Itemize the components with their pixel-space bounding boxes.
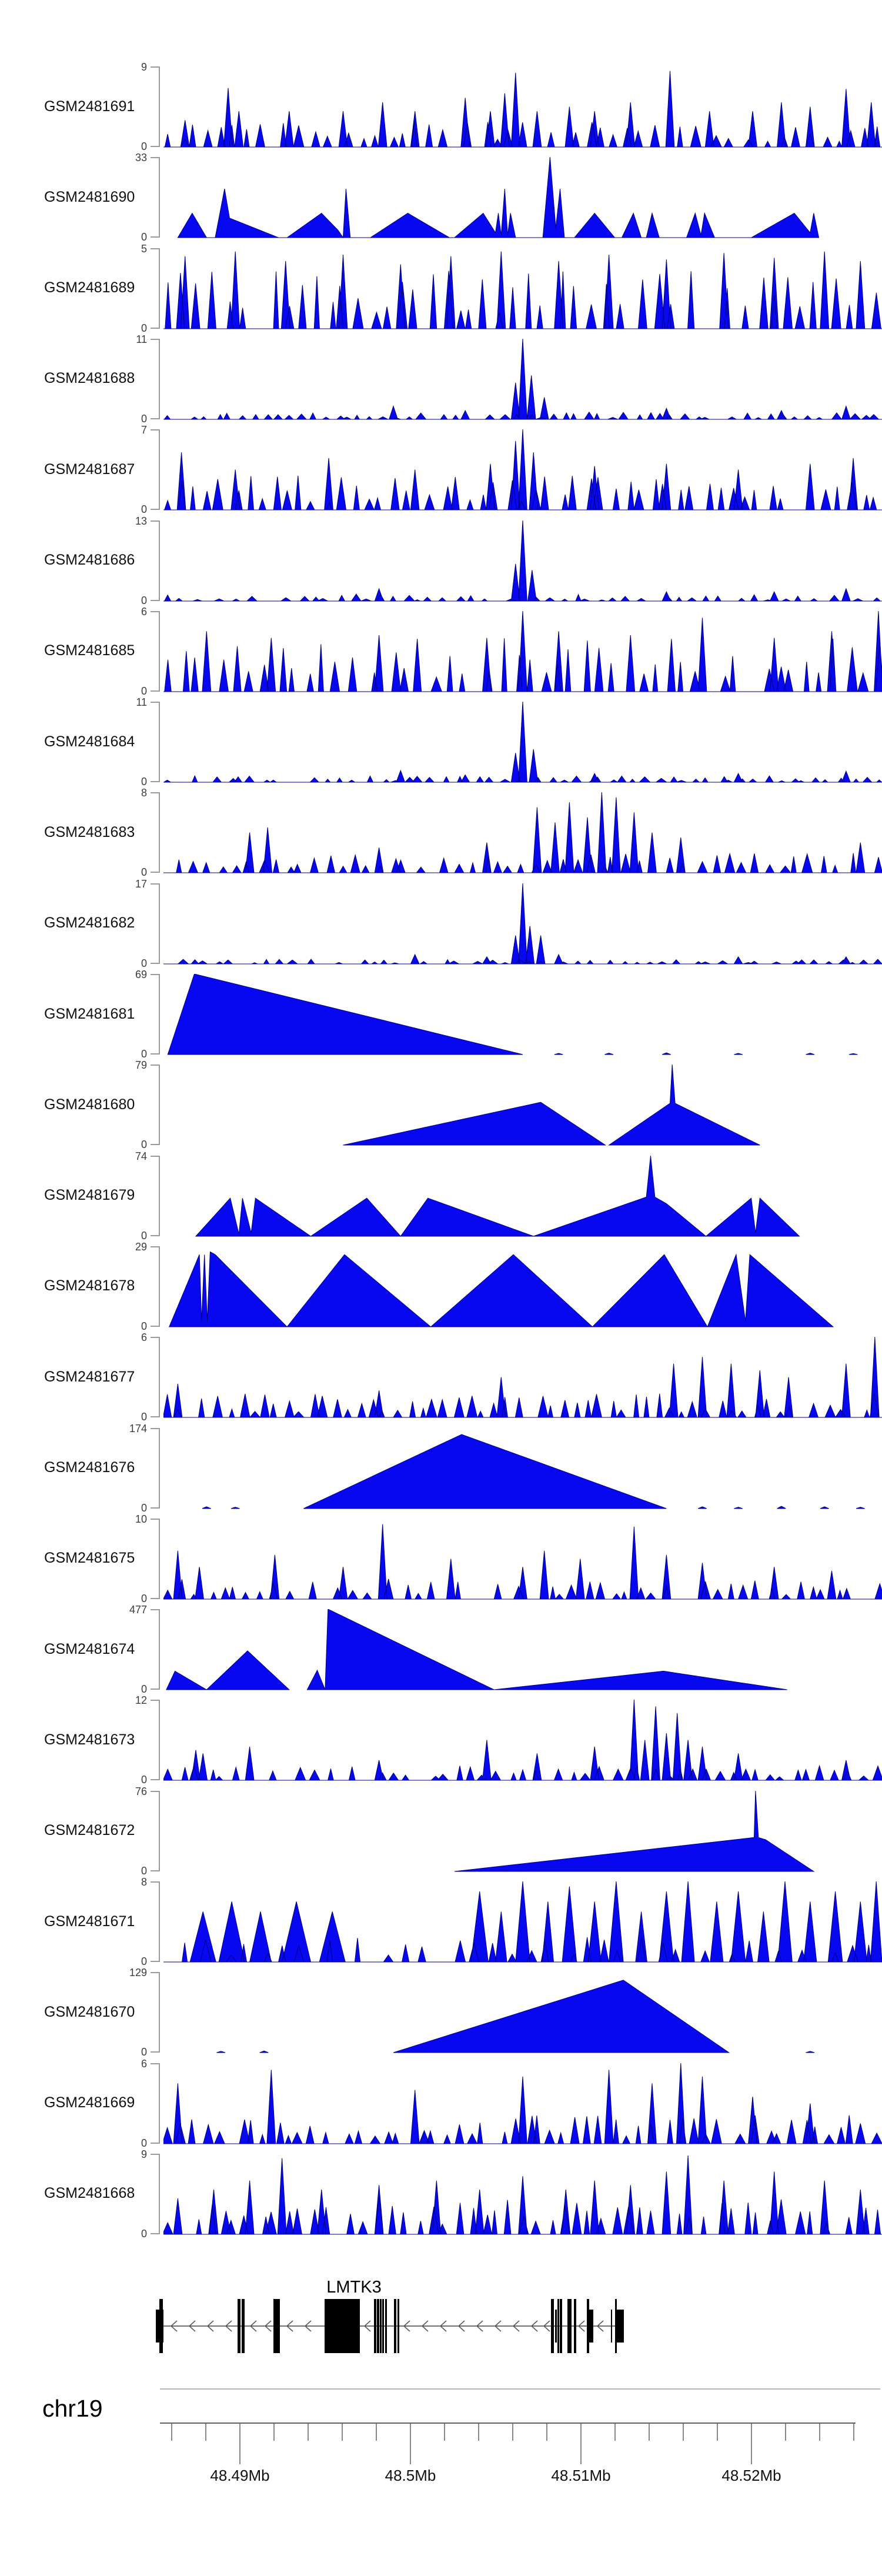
gene-model-track	[0, 2270, 882, 2373]
track-label: GSM2481690	[44, 188, 135, 205]
y-axis-line	[159, 1519, 160, 1599]
y-axis-max-label: 9	[141, 2148, 147, 2160]
track-label: GSM2481680	[44, 1096, 135, 1113]
gene-name-label: LMTK3	[326, 2278, 382, 2297]
track-row	[0, 515, 882, 606]
exon-box	[560, 2299, 562, 2353]
y-axis-top-tick	[151, 1700, 160, 1701]
y-axis-max-label: 11	[136, 696, 147, 709]
y-axis-max-label: 6	[141, 605, 147, 618]
exon-box	[377, 2299, 379, 2353]
track-label: GSM2481674	[44, 1640, 135, 1657]
coverage-polygon	[163, 1337, 882, 1418]
exon-box	[615, 2299, 617, 2353]
exon-box	[557, 2299, 559, 2353]
track-row	[0, 424, 882, 516]
y-axis-zero-label: 0	[141, 1501, 147, 1514]
coverage-polygon	[163, 1609, 882, 1690]
coverage-polygon	[163, 1519, 882, 1600]
y-axis-line	[159, 2154, 160, 2234]
y-axis-zero-label: 0	[141, 322, 147, 334]
y-axis-line	[159, 1428, 160, 1509]
y-axis-line	[159, 339, 160, 419]
track-label: GSM2481689	[44, 279, 135, 296]
coverage-polygon	[163, 2063, 882, 2144]
y-axis-max-label: 8	[141, 1876, 147, 1888]
coverage-polygon	[163, 339, 882, 420]
coverage-polygon	[163, 1156, 882, 1237]
y-axis-bottom-tick	[151, 1961, 160, 1962]
coverage-polygon	[163, 883, 882, 965]
y-axis-zero-label: 0	[141, 412, 147, 425]
track-label: GSM2481668	[44, 2185, 135, 2202]
track-row	[0, 1422, 882, 1514]
y-axis-top-tick	[151, 1246, 160, 1247]
exon-box	[325, 2299, 360, 2353]
exon-box	[397, 2299, 399, 2353]
y-axis-line	[159, 1791, 160, 1871]
coverage-polygon	[163, 1428, 882, 1509]
y-axis-line	[159, 1609, 160, 1690]
coverage-polygon	[163, 1972, 882, 2053]
y-axis-line	[159, 974, 160, 1055]
y-axis-line	[159, 611, 160, 692]
y-axis-max-label: 6	[141, 2057, 147, 2070]
y-axis-max-label: 5	[141, 242, 147, 255]
coverage-polygon	[163, 1791, 882, 1872]
track-row	[0, 1785, 882, 1877]
y-axis-max-label: 69	[135, 969, 147, 980]
track-label: GSM2481670	[44, 2003, 135, 2020]
y-axis-bottom-tick	[151, 1144, 160, 1145]
y-axis-max-label: 11	[136, 333, 147, 345]
y-axis-line	[159, 157, 160, 238]
y-axis-top-tick	[151, 1972, 160, 1973]
y-axis-zero-label: 0	[141, 1320, 147, 1332]
y-axis-top-tick	[151, 1791, 160, 1792]
track-label: GSM2481681	[44, 1005, 135, 1022]
y-axis-max-label: 477	[129, 1604, 147, 1616]
exon-box	[394, 2299, 396, 2353]
y-axis-zero-label: 0	[141, 1229, 147, 1242]
y-axis-line	[159, 1156, 160, 1236]
exon-box	[385, 2299, 387, 2353]
y-axis-zero-label: 0	[141, 685, 147, 697]
y-axis-line	[159, 520, 160, 601]
exon-box	[555, 2310, 557, 2343]
track-label: GSM2481691	[44, 98, 135, 115]
y-axis-top-tick	[151, 1881, 160, 1883]
y-axis-bottom-tick	[151, 1416, 160, 1417]
y-axis-top-tick	[151, 883, 160, 885]
track-row	[0, 242, 882, 334]
y-axis-top-tick	[151, 1337, 160, 1338]
y-axis-max-label: 74	[135, 1150, 147, 1162]
exon-box	[238, 2299, 240, 2353]
y-axis-max-label: 6	[141, 1332, 147, 1344]
y-axis-top-tick	[151, 1065, 160, 1066]
y-axis-bottom-tick	[151, 236, 160, 238]
coverage-polygon	[163, 974, 882, 1055]
y-axis-top-tick	[151, 248, 160, 249]
y-axis-zero-label: 0	[141, 1048, 147, 1060]
exon-box	[382, 2299, 384, 2353]
y-axis-top-tick	[151, 520, 160, 522]
y-axis-top-tick	[151, 157, 160, 158]
coverage-polygon	[163, 1246, 882, 1327]
y-axis-bottom-tick	[151, 2051, 160, 2053]
y-axis-line	[159, 2063, 160, 2144]
y-axis-line	[159, 1881, 160, 1962]
y-axis-bottom-tick	[151, 872, 160, 873]
y-axis-line	[159, 702, 160, 782]
track-row	[0, 333, 882, 425]
y-axis-bottom-tick	[151, 1326, 160, 1327]
exon-box	[567, 2299, 572, 2353]
y-axis-zero-label: 0	[141, 1683, 147, 1696]
exon-box	[574, 2299, 576, 2353]
y-axis-max-label: 7	[141, 424, 147, 436]
coverage-polygon	[163, 611, 882, 692]
y-axis-line	[159, 1972, 160, 2053]
coverage-polygon	[163, 1700, 882, 1781]
y-axis-top-tick	[151, 702, 160, 703]
coverage-polygon	[163, 520, 882, 602]
track-row	[0, 877, 882, 969]
track-label: GSM2481677	[44, 1368, 135, 1385]
coverage-polygon	[163, 702, 882, 783]
genome-axis-ruler	[0, 2376, 882, 2505]
exon-box	[611, 2310, 612, 2343]
y-axis-line	[159, 66, 160, 147]
y-axis-zero-label: 0	[141, 231, 147, 243]
y-axis-bottom-tick	[151, 1053, 160, 1055]
track-row	[0, 1513, 882, 1604]
coverage-polygon	[163, 248, 882, 329]
track-row	[0, 1240, 882, 1332]
y-axis-bottom-tick	[151, 781, 160, 782]
ruler-tick-label: 48.49Mb	[210, 2467, 270, 2484]
y-axis-bottom-tick	[151, 963, 160, 964]
y-axis-zero-label: 0	[141, 866, 147, 879]
track-row	[0, 61, 882, 152]
track-row	[0, 969, 882, 1060]
y-axis-line	[159, 1700, 160, 1780]
track-row	[0, 152, 882, 243]
track-label: GSM2481679	[44, 1187, 135, 1204]
exon-box	[159, 2299, 163, 2353]
track-label: GSM2481682	[44, 915, 135, 932]
coverage-polygon	[163, 66, 882, 148]
track-label: GSM2481676	[44, 1459, 135, 1476]
y-axis-zero-label: 0	[141, 1411, 147, 1423]
y-axis-max-label: 33	[135, 152, 147, 164]
y-axis-max-label: 29	[135, 1240, 147, 1253]
y-axis-max-label: 10	[135, 1513, 147, 1525]
track-label: GSM2481678	[44, 1277, 135, 1294]
y-axis-top-tick	[151, 1156, 160, 1157]
y-axis-line	[159, 883, 160, 964]
y-axis-top-tick	[151, 2154, 160, 2155]
y-axis-max-label: 129	[129, 1967, 147, 1979]
y-axis-zero-label: 0	[141, 594, 147, 606]
y-axis-max-label: 174	[129, 1422, 147, 1434]
y-axis-line	[159, 248, 160, 329]
coverage-polygon	[163, 792, 882, 873]
y-axis-max-label: 17	[135, 877, 147, 890]
track-row	[0, 2148, 882, 2240]
exon-box	[380, 2299, 382, 2353]
track-row	[0, 1059, 882, 1151]
y-axis-bottom-tick	[151, 1598, 160, 1599]
y-axis-line	[159, 1065, 160, 1145]
y-axis-zero-label: 0	[141, 2046, 147, 2058]
y-axis-top-tick	[151, 339, 160, 340]
track-label: GSM2481687	[44, 461, 135, 478]
coverage-polygon	[163, 1065, 882, 1146]
y-axis-bottom-tick	[151, 600, 160, 601]
y-axis-top-tick	[151, 1609, 160, 1610]
y-axis-top-tick	[151, 2063, 160, 2064]
y-axis-zero-label: 0	[141, 1956, 147, 1967]
exon-box	[273, 2299, 280, 2353]
ruler-tick-label: 48.5Mb	[385, 2467, 436, 2484]
y-axis-bottom-tick	[151, 328, 160, 329]
ruler-tick-label: 48.52Mb	[721, 2467, 781, 2484]
y-axis-line	[159, 1246, 160, 1327]
y-axis-bottom-tick	[151, 690, 160, 692]
track-row	[0, 1332, 882, 1423]
exon-box	[617, 2310, 624, 2343]
track-label: GSM2481688	[44, 370, 135, 387]
coverage-polygon	[163, 429, 882, 510]
y-axis-max-label: 9	[141, 61, 147, 73]
track-row	[0, 1694, 882, 1786]
y-axis-line	[159, 429, 160, 510]
y-axis-bottom-tick	[151, 1870, 160, 1871]
track-row	[0, 605, 882, 697]
y-axis-zero-label: 0	[141, 2137, 147, 2149]
y-axis-line	[159, 1337, 160, 1417]
y-axis-max-label: 76	[135, 1785, 147, 1797]
coverage-polygon	[163, 2154, 882, 2235]
track-label: GSM2481675	[44, 1550, 135, 1567]
track-label: GSM2481683	[44, 823, 135, 840]
y-axis-zero-label: 0	[141, 2227, 147, 2240]
track-row	[0, 787, 882, 879]
y-axis-top-tick	[151, 1519, 160, 1520]
y-axis-top-tick	[151, 1428, 160, 1429]
y-axis-bottom-tick	[151, 1507, 160, 1509]
y-axis-bottom-tick	[151, 146, 160, 147]
track-row	[0, 1876, 882, 1967]
track-label: GSM2481672	[44, 1822, 135, 1839]
y-axis-zero-label: 0	[141, 776, 147, 788]
track-row	[0, 2057, 882, 2149]
track-label: GSM2481669	[44, 2094, 135, 2111]
y-axis-bottom-tick	[151, 1235, 160, 1236]
track-row	[0, 1150, 882, 1242]
y-axis-bottom-tick	[151, 418, 160, 419]
exon-box	[242, 2299, 245, 2353]
y-axis-top-tick	[151, 974, 160, 975]
y-axis-zero-label: 0	[141, 1864, 147, 1877]
y-axis-top-tick	[151, 611, 160, 612]
track-label: GSM2481671	[44, 1913, 135, 1930]
exon-box	[374, 2299, 376, 2353]
y-axis-bottom-tick	[151, 1779, 160, 1780]
track-label: GSM2481684	[44, 733, 135, 750]
y-axis-max-label: 13	[135, 515, 147, 527]
track-label: GSM2481685	[44, 642, 135, 659]
coverage-polygon	[163, 1881, 882, 1963]
track-label: GSM2481686	[44, 552, 135, 568]
y-axis-bottom-tick	[151, 1689, 160, 1690]
ruler-tick-label: 48.51Mb	[551, 2467, 611, 2484]
y-axis-zero-label: 0	[141, 957, 147, 969]
y-axis-zero-label: 0	[141, 1774, 147, 1786]
y-axis-top-tick	[151, 66, 160, 68]
coverage-polygon	[163, 157, 882, 238]
track-row	[0, 1604, 882, 1696]
exon-box	[589, 2310, 593, 2343]
exon-box	[551, 2299, 554, 2353]
track-label: GSM2481673	[44, 1731, 135, 1748]
y-axis-top-tick	[151, 429, 160, 431]
y-axis-max-label: 8	[141, 787, 147, 799]
y-axis-line	[159, 792, 160, 873]
y-axis-max-label: 12	[135, 1694, 147, 1707]
chromosome-label: chr19	[42, 2395, 103, 2422]
y-axis-bottom-tick	[151, 2143, 160, 2144]
track-row	[0, 696, 882, 788]
y-axis-zero-label: 0	[141, 1139, 147, 1151]
y-axis-zero-label: 0	[141, 503, 147, 516]
y-axis-zero-label: 0	[141, 141, 147, 152]
y-axis-bottom-tick	[151, 509, 160, 510]
y-axis-max-label: 79	[135, 1059, 147, 1072]
y-axis-bottom-tick	[151, 2233, 160, 2234]
y-axis-zero-label: 0	[141, 1592, 147, 1604]
y-axis-top-tick	[151, 792, 160, 793]
track-row	[0, 1967, 882, 2058]
